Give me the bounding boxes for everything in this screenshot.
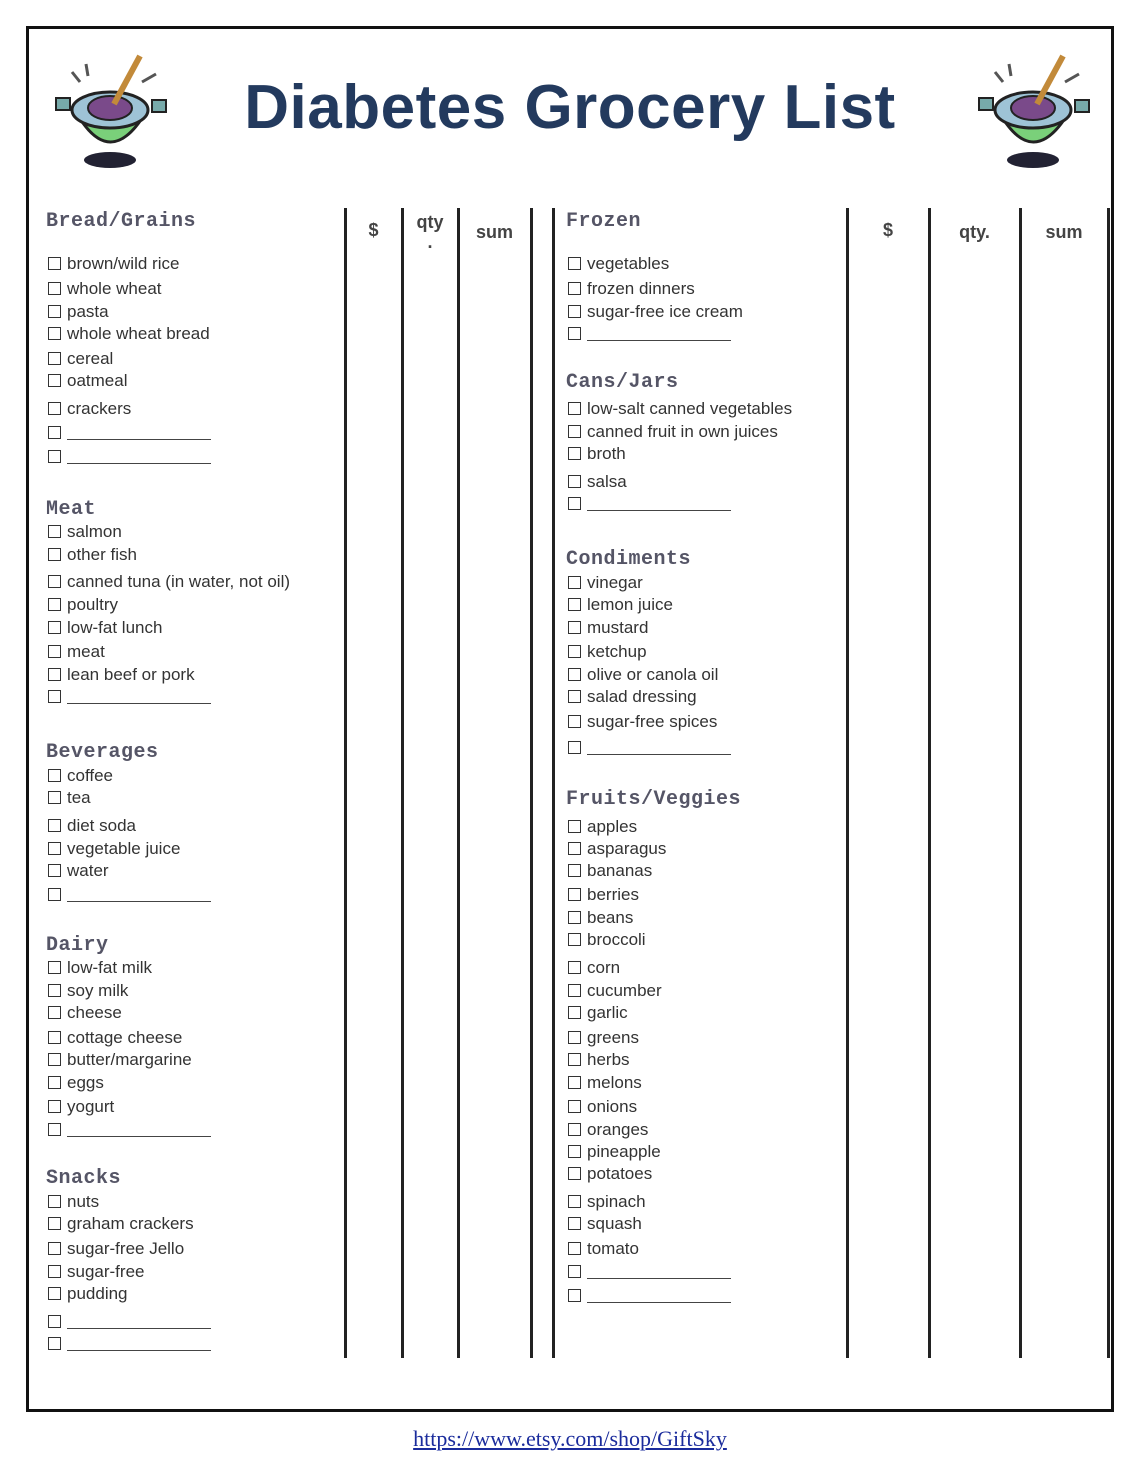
blank-line[interactable] — [67, 425, 211, 440]
checkbox[interactable] — [568, 1242, 581, 1255]
list-item[interactable] — [568, 1003, 628, 1023]
list-item-label: broccoli — [587, 930, 646, 949]
checkbox[interactable] — [568, 598, 581, 611]
list-item-label: canned fruit in own juices — [587, 422, 778, 441]
list-item[interactable] — [48, 1003, 122, 1023]
list-item[interactable] — [568, 1286, 731, 1306]
section-heading: Snacks — [46, 1167, 122, 1190]
column-header-price: $ — [368, 220, 379, 240]
column-divider — [401, 208, 404, 1358]
list-item[interactable] — [568, 422, 778, 442]
list-item[interactable] — [48, 302, 109, 322]
list-item[interactable] — [568, 1073, 642, 1093]
list-item[interactable] — [48, 522, 122, 542]
list-item[interactable] — [568, 958, 620, 978]
checkbox[interactable] — [48, 305, 61, 318]
list-item[interactable] — [568, 930, 646, 950]
list-item-label: low-fat lunch — [67, 618, 163, 637]
list-item[interactable] — [568, 302, 743, 322]
checkbox[interactable] — [48, 575, 61, 588]
column-header-qty-dot: . — [427, 232, 433, 252]
list-item-label: salmon — [67, 522, 122, 541]
list-item-label: sugar-free — [67, 1262, 145, 1281]
list-item-label: oranges — [587, 1120, 649, 1139]
checkbox[interactable] — [568, 1031, 581, 1044]
checkbox[interactable] — [48, 1053, 61, 1066]
list-item[interactable] — [568, 642, 647, 662]
list-item-label: garlic — [587, 1003, 628, 1022]
checkbox[interactable] — [568, 690, 581, 703]
checkbox[interactable] — [48, 352, 61, 365]
checkbox[interactable] — [568, 1076, 581, 1089]
checkbox[interactable] — [48, 1006, 61, 1019]
section-heading: Dairy — [46, 934, 109, 957]
list-item[interactable] — [568, 1192, 646, 1212]
blank-line[interactable] — [67, 887, 211, 902]
checkbox[interactable] — [48, 257, 61, 270]
list-item[interactable] — [568, 817, 637, 837]
checkbox[interactable] — [48, 888, 61, 901]
list-item[interactable] — [48, 861, 109, 881]
list-item[interactable] — [48, 766, 113, 786]
list-item[interactable] — [48, 572, 290, 592]
list-item[interactable] — [48, 1284, 128, 1304]
list-item[interactable] — [48, 1334, 211, 1354]
column-divider — [928, 208, 931, 1358]
list-item[interactable] — [48, 1262, 144, 1282]
list-item[interactable] — [568, 839, 666, 859]
list-item-label: eggs — [67, 1073, 104, 1092]
list-item-label: butter/margarine — [67, 1050, 192, 1069]
section-heading: Fruits/Veggies — [566, 788, 742, 811]
list-item-label: water — [67, 861, 109, 880]
list-item[interactable] — [568, 494, 731, 514]
checkbox[interactable] — [48, 1265, 61, 1278]
checkbox[interactable] — [48, 819, 61, 832]
list-item[interactable] — [568, 444, 626, 464]
list-item-label: crackers — [67, 399, 132, 418]
list-item-label: whole wheat — [67, 279, 162, 298]
checkbox[interactable] — [568, 820, 581, 833]
list-item-label: cheese — [67, 1003, 122, 1022]
list-item-label: lean beef or pork — [67, 665, 195, 684]
checkbox[interactable] — [48, 1315, 61, 1328]
page-title: Diabetes Grocery List — [244, 73, 896, 142]
checkbox[interactable] — [568, 475, 581, 488]
list-item[interactable] — [568, 472, 627, 492]
blank-line[interactable] — [67, 1314, 211, 1329]
section-heading: Cans/Jars — [566, 371, 679, 394]
checkbox[interactable] — [568, 961, 581, 974]
list-item[interactable] — [48, 447, 211, 467]
list-item[interactable] — [568, 981, 662, 1001]
list-item[interactable] — [48, 399, 131, 419]
column-divider — [344, 208, 347, 1358]
list-item-label: mustard — [587, 618, 649, 637]
list-item-label: pasta — [67, 302, 109, 321]
list-item-label: pudding — [67, 1284, 128, 1303]
checkbox[interactable] — [48, 1287, 61, 1300]
checkbox[interactable] — [568, 842, 581, 855]
list-item-label: bananas — [587, 861, 653, 880]
checkbox[interactable] — [568, 282, 581, 295]
checkbox[interactable] — [568, 1123, 581, 1136]
list-item-label: broth — [587, 444, 626, 463]
blank-line[interactable] — [67, 449, 211, 464]
column-divider — [457, 208, 460, 1358]
list-item[interactable] — [48, 371, 127, 391]
checkbox[interactable] — [568, 576, 581, 589]
list-item-label: potatoes — [587, 1164, 653, 1183]
list-item[interactable] — [568, 861, 652, 881]
list-item[interactable] — [48, 958, 152, 978]
checkbox[interactable] — [568, 668, 581, 681]
list-item[interactable] — [48, 642, 105, 662]
list-item-label: corn — [587, 958, 621, 977]
blank-line[interactable] — [67, 1122, 211, 1137]
checkbox[interactable] — [568, 1289, 581, 1302]
checkbox[interactable] — [48, 690, 61, 703]
list-item-label: soy milk — [67, 981, 129, 1000]
list-item-label: onions — [587, 1097, 638, 1116]
list-item-label: vinegar — [587, 573, 643, 592]
list-item-label: greens — [587, 1028, 639, 1047]
checkbox[interactable] — [48, 621, 61, 634]
list-item-label: low-salt canned vegetables — [587, 399, 793, 418]
checkbox[interactable] — [568, 1217, 581, 1230]
checkbox[interactable] — [48, 1337, 61, 1350]
column-divider — [1107, 208, 1110, 1358]
checkbox[interactable] — [48, 548, 61, 561]
checkbox[interactable] — [48, 791, 61, 804]
list-item-label: lemon juice — [587, 595, 673, 614]
column-header-sum: sum — [1045, 222, 1083, 242]
blank-line[interactable] — [67, 1336, 211, 1351]
column-divider — [846, 208, 849, 1358]
list-item[interactable] — [568, 665, 718, 685]
list-item-label: cereal — [67, 349, 114, 368]
list-item-label: ketchup — [587, 642, 647, 661]
list-item-label: vegetables — [587, 254, 670, 273]
column-header-qty: qty. — [959, 222, 990, 242]
checkbox[interactable] — [48, 1076, 61, 1089]
shop-link[interactable]: https://www.etsy.com/shop/GiftSky — [413, 1426, 727, 1451]
column-header-price: $ — [882, 220, 893, 240]
list-item[interactable] — [48, 254, 179, 274]
section-heading: Bread/Grains — [46, 210, 197, 233]
checkbox[interactable] — [48, 864, 61, 877]
list-item[interactable] — [568, 573, 643, 593]
list-item-label: low-fat milk — [67, 958, 153, 977]
list-item-label: beans — [587, 908, 634, 927]
list-item[interactable] — [568, 738, 731, 758]
checkbox[interactable] — [568, 984, 581, 997]
column-header-qty: qty — [416, 212, 444, 232]
list-item[interactable] — [568, 1214, 642, 1234]
checkbox[interactable] — [48, 668, 61, 681]
list-item[interactable] — [568, 712, 717, 732]
checkbox[interactable] — [48, 1100, 61, 1113]
blank-line[interactable] — [587, 1288, 731, 1303]
list-item[interactable] — [568, 908, 633, 928]
blank-line[interactable] — [587, 1264, 731, 1279]
column-divider — [530, 208, 533, 1358]
list-item[interactable] — [48, 545, 137, 565]
list-item-label: squash — [587, 1214, 642, 1233]
list-item[interactable] — [568, 1120, 648, 1140]
list-item-label: diet soda — [67, 816, 136, 835]
checkbox[interactable] — [48, 842, 61, 855]
list-item-label: nuts — [67, 1192, 100, 1211]
list-item[interactable] — [568, 399, 792, 419]
checkbox[interactable] — [48, 598, 61, 611]
checkbox[interactable] — [48, 402, 61, 415]
checkbox[interactable] — [568, 1265, 581, 1278]
list-item[interactable] — [48, 324, 210, 344]
list-item-label: cottage cheese — [67, 1028, 183, 1047]
section-heading: Condiments — [566, 548, 692, 571]
checkbox[interactable] — [48, 450, 61, 463]
checkbox[interactable] — [568, 497, 581, 510]
list-item-label: poultry — [67, 595, 119, 614]
list-item[interactable] — [568, 687, 697, 707]
checkbox[interactable] — [568, 257, 581, 270]
checkbox[interactable] — [568, 425, 581, 438]
list-item-label: melons — [587, 1073, 642, 1092]
list-item-label: tomato — [587, 1239, 639, 1258]
list-item-label: spinach — [587, 1192, 646, 1211]
blank-line[interactable] — [587, 326, 731, 341]
checkbox[interactable] — [568, 911, 581, 924]
list-item-label: salad dressing — [587, 687, 697, 706]
list-item[interactable] — [568, 1142, 661, 1162]
checkbox[interactable] — [48, 984, 61, 997]
list-item-label: tea — [67, 788, 91, 807]
list-item[interactable] — [48, 1097, 114, 1117]
list-item-label: meat — [67, 642, 105, 661]
list-item[interactable] — [568, 254, 669, 274]
list-item[interactable] — [48, 816, 136, 836]
list-item-label: pineapple — [587, 1142, 661, 1161]
list-item[interactable] — [568, 1050, 630, 1070]
checkbox[interactable] — [568, 305, 581, 318]
list-item-label: frozen dinners — [587, 279, 695, 298]
checkbox[interactable] — [568, 1145, 581, 1158]
list-item[interactable] — [568, 1164, 652, 1184]
checkbox[interactable] — [568, 888, 581, 901]
list-item[interactable] — [568, 324, 731, 344]
list-item-label: whole wheat bread — [67, 324, 210, 343]
list-item-label: olive or canola oil — [587, 665, 719, 684]
checkbox[interactable] — [48, 525, 61, 538]
list-item[interactable] — [48, 1192, 99, 1212]
checkbox[interactable] — [568, 1053, 581, 1066]
list-item[interactable] — [48, 1050, 192, 1070]
list-item[interactable] — [48, 1028, 182, 1048]
checkbox[interactable] — [568, 1167, 581, 1180]
section-heading: Meat — [46, 498, 97, 521]
list-item[interactable] — [568, 1239, 639, 1259]
checkbox[interactable] — [48, 374, 61, 387]
checkbox[interactable] — [48, 1123, 61, 1136]
list-item[interactable] — [48, 349, 113, 369]
list-item[interactable] — [568, 885, 639, 905]
checkbox[interactable] — [48, 1217, 61, 1230]
list-item[interactable] — [48, 1120, 211, 1140]
list-item[interactable] — [48, 1312, 211, 1332]
checkbox[interactable] — [568, 621, 581, 634]
list-item[interactable] — [48, 665, 195, 685]
checkbox[interactable] — [48, 1242, 61, 1255]
checkbox[interactable] — [568, 327, 581, 340]
list-item[interactable] — [48, 618, 162, 638]
checkbox[interactable] — [568, 402, 581, 415]
list-item-label: asparagus — [587, 839, 667, 858]
column-divider — [552, 208, 555, 1358]
section-heading: Frozen — [566, 210, 642, 233]
checkbox[interactable] — [48, 426, 61, 439]
checkbox[interactable] — [568, 1006, 581, 1019]
checkbox[interactable] — [568, 447, 581, 460]
list-item[interactable] — [568, 1028, 639, 1048]
list-item-label: yogurt — [67, 1097, 115, 1116]
checkbox[interactable] — [48, 1195, 61, 1208]
blank-line[interactable] — [587, 496, 731, 511]
list-item-label: apples — [587, 817, 638, 836]
list-item[interactable] — [568, 279, 695, 299]
checkbox[interactable] — [568, 933, 581, 946]
list-item-label: brown/wild rice — [67, 254, 180, 273]
list-item[interactable] — [48, 839, 180, 859]
checkbox[interactable] — [568, 645, 581, 658]
list-item-label: cucumber — [587, 981, 662, 1000]
list-item-label: sugar-free ice cream — [587, 302, 743, 321]
list-item[interactable] — [48, 788, 91, 808]
list-item[interactable] — [48, 423, 211, 443]
checkbox[interactable] — [568, 741, 581, 754]
list-item[interactable] — [48, 687, 211, 707]
column-divider — [1019, 208, 1022, 1358]
checkbox[interactable] — [48, 645, 61, 658]
list-item[interactable] — [48, 279, 162, 299]
checkbox[interactable] — [568, 864, 581, 877]
checkbox[interactable] — [568, 1100, 581, 1113]
list-item[interactable] — [48, 1073, 104, 1093]
list-item-label: graham crackers — [67, 1214, 194, 1233]
checkbox[interactable] — [48, 1031, 61, 1044]
list-item-label: sugar-free Jello — [67, 1239, 185, 1258]
list-item[interactable] — [568, 1262, 731, 1282]
list-item-label: oatmeal — [67, 371, 128, 390]
blank-line[interactable] — [587, 740, 731, 755]
column-header-sum: sum — [475, 222, 513, 242]
checkbox[interactable] — [48, 282, 61, 295]
list-item-label: berries — [587, 885, 639, 904]
checkbox[interactable] — [568, 715, 581, 728]
list-item-label: other fish — [67, 545, 137, 564]
list-item[interactable] — [48, 1239, 184, 1259]
list-item-label: canned tuna (in water, not oil) — [67, 572, 291, 591]
checkbox[interactable] — [568, 1195, 581, 1208]
checkbox[interactable] — [48, 327, 61, 340]
list-item[interactable] — [48, 1214, 194, 1234]
list-item[interactable] — [48, 885, 211, 905]
blank-line[interactable] — [67, 689, 211, 704]
checkbox[interactable] — [48, 769, 61, 782]
list-item-label: vegetable juice — [67, 839, 181, 858]
list-item[interactable] — [48, 981, 128, 1001]
list-item[interactable] — [568, 595, 673, 615]
list-item[interactable] — [48, 595, 118, 615]
list-item-label: sugar-free spices — [587, 712, 718, 731]
checkbox[interactable] — [48, 961, 61, 974]
list-item[interactable] — [568, 1097, 637, 1117]
list-item-label: herbs — [587, 1050, 630, 1069]
list-item[interactable] — [568, 618, 648, 638]
section-heading: Beverages — [46, 741, 159, 764]
list-item-label: coffee — [67, 766, 114, 785]
list-item-label: salsa — [587, 472, 627, 491]
